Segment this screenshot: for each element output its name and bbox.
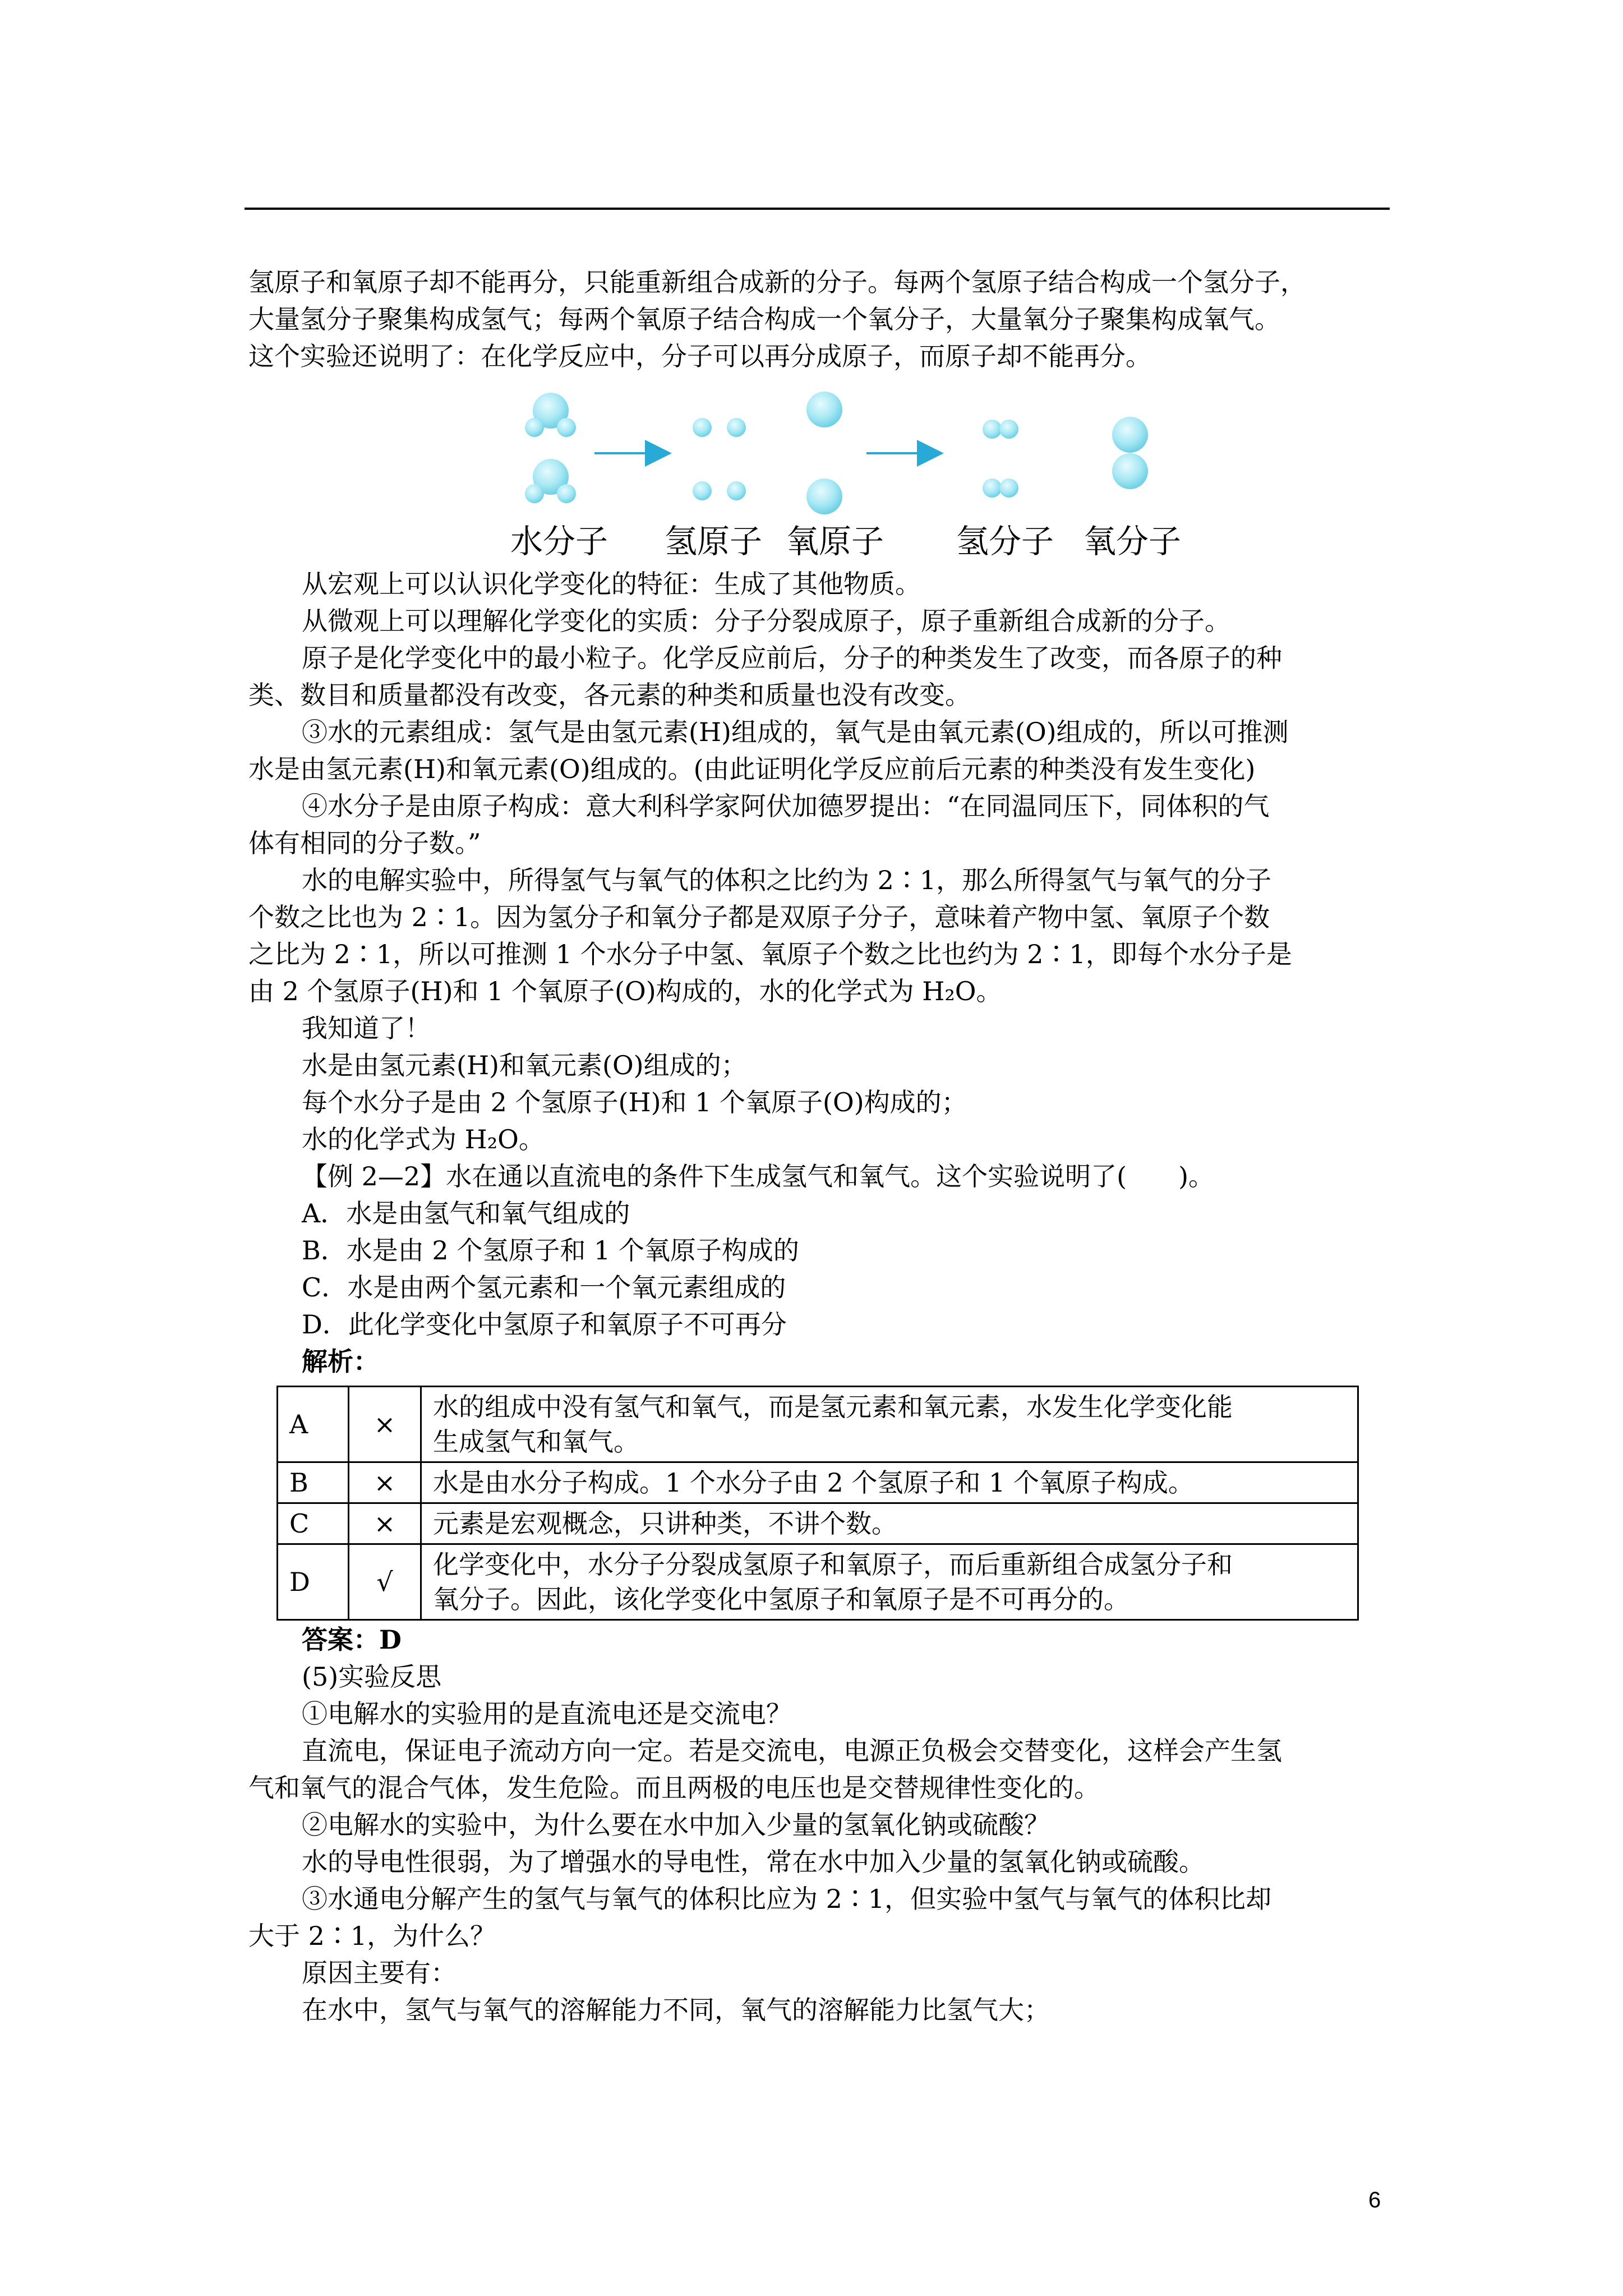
analysis-heading: 解析： bbox=[302, 1346, 379, 1377]
option-cell: B bbox=[278, 1462, 349, 1503]
text-line: 大于 2∶1，为什么？ bbox=[248, 1921, 496, 1951]
mark-cell: × bbox=[349, 1387, 421, 1462]
explanation-cell: 元素是宏观概念，只讲种类，不讲个数。 bbox=[421, 1503, 1358, 1544]
text-line: ①电解水的实验用的是直流电还是交流电？ bbox=[302, 1699, 792, 1729]
text-line: 在水中，氢气与氧气的溶解能力不同，氧气的溶解能力比氢气大； bbox=[302, 1995, 1050, 2025]
explanation-cell bbox=[421, 1387, 1358, 1462]
label-oxygen-atom: 氧原子 bbox=[786, 522, 884, 560]
header-rule bbox=[245, 208, 1390, 210]
explanation-line: 生成氢气和氧气。 bbox=[433, 1427, 639, 1457]
explanation-cell bbox=[421, 1544, 1358, 1620]
text-line: 每个水分子是由 2 个氢原子(H)和 1 个氧原子(O)构成的； bbox=[302, 1087, 967, 1117]
label-hydrogen-molecule: 氢分子 bbox=[956, 522, 1054, 560]
option-cell: D bbox=[278, 1544, 349, 1620]
section-heading: (5)实验反思 bbox=[302, 1662, 442, 1692]
mark-cell: × bbox=[349, 1462, 421, 1503]
option-d: D．此化学变化中氢原子和氧原子不可再分 bbox=[302, 1309, 787, 1340]
hydrogen-molecules bbox=[983, 420, 1018, 498]
text-line: 原子是化学变化中的最小粒子。化学反应前后，分子的种类发生了改变，而各原子的种 bbox=[302, 643, 1282, 673]
mark-cell: √ bbox=[349, 1544, 421, 1620]
hydrogen-atoms bbox=[693, 418, 746, 500]
text-line: 类、数目和质量都没有改变，各元素的种类和质量也没有改变。 bbox=[248, 680, 971, 710]
text-line: ④水分子是由原子构成：意大利科学家阿伏加德罗提出：“在同温同压下，同体积的气 bbox=[302, 791, 1270, 821]
label-water-molecule: 水分子 bbox=[510, 522, 608, 560]
page-number: 6 bbox=[1368, 2188, 1381, 2212]
text-line: 之比为 2∶1，所以可推测 1 个水分子中氢、氧原子个数之比也约为 2∶1，即每个水分子是 bbox=[248, 939, 1292, 969]
text-line: ③水的元素组成：氢气是由氢元素(H)组成的，氧气是由氧元素(O)组成的，所以可推测 bbox=[302, 717, 1289, 747]
text-line: 个数之比也为 2∶1。因为氢分子和氧分子都是双原子分子，意味着产物中氢、氧原子个数 bbox=[248, 902, 1270, 932]
text-line: 水是由氢元素(H)和氧元素(O)组成的。(由此证明化学反应前后元素的种类没有发生变化) bbox=[248, 754, 1256, 784]
label-oxygen-molecule: 氧分子 bbox=[1083, 522, 1182, 560]
text-line: ②电解水的实验中，为什么要在水中加入少量的氢氧化钠或硫酸？ bbox=[302, 1810, 1050, 1840]
text-line: 直流电，保证电子流动方向一定。若是交流电，电源正负极会交替变化，这样会产生氢 bbox=[302, 1736, 1282, 1766]
option-c: C．水是由两个氢元素和一个氧元素组成的 bbox=[302, 1272, 786, 1303]
text-line: 从宏观上可以认识化学变化的特征：生成了其他物质。 bbox=[302, 569, 921, 599]
option-cell: C bbox=[278, 1503, 349, 1544]
text-line: 水的导电性很弱，为了增强水的导电性，常在水中加入少量的氢氧化钠或硫酸。 bbox=[302, 1847, 1205, 1877]
explanation-line: 氧分子。因此，该化学变化中氢原子和氧原子是不可再分的。 bbox=[433, 1584, 1129, 1614]
text-line: 大量氢分子聚集构成氢气；每两个氧原子结合构成一个氧分子，大量氧分子聚集构成氧气。 bbox=[248, 304, 1280, 334]
text-line: 氢原子和氧原子却不能再分，只能重新组合成新的分子。每两个氢原子结合构成一个氢分子， bbox=[248, 267, 1306, 297]
text-line: 原因主要有： bbox=[302, 1958, 457, 1988]
text-line: 由 2 个氢原子(H)和 1 个氧原子(O)构成的，水的化学式为 H₂O。 bbox=[248, 976, 1002, 1006]
option-b: B．水是由 2 个氢原子和 1 个氧原子构成的 bbox=[302, 1235, 799, 1266]
table-row bbox=[278, 1544, 1358, 1620]
molecule-illustration bbox=[505, 381, 1206, 527]
example-question: 【例 2—2】水在通以直流电的条件下生成氢气和氧气。这个实验说明了( )。 bbox=[302, 1161, 1215, 1191]
label-hydrogen-atom: 氢原子 bbox=[665, 522, 763, 560]
answer: 答案：D bbox=[302, 1625, 402, 1655]
text-line: 气和氧气的混合气体，发生危险。而且两极的电压也是交替规律性变化的。 bbox=[248, 1773, 1100, 1803]
text-line: 水的电解实验中，所得氢气与氧气的体积之比约为 2∶1，那么所得氢气与氧气的分子 bbox=[302, 865, 1272, 895]
oxygen-atoms bbox=[806, 392, 842, 514]
table-row bbox=[278, 1503, 1358, 1544]
text-line: 水是由氢元素(H)和氧元素(O)组成的； bbox=[302, 1050, 747, 1080]
table-row bbox=[278, 1462, 1358, 1503]
text-line: 体有相同的分子数。” bbox=[248, 828, 481, 858]
option-cell: A bbox=[278, 1387, 349, 1462]
text-line: 我知道了！ bbox=[302, 1013, 431, 1043]
analysis-table bbox=[276, 1386, 1359, 1621]
water-molecule bbox=[525, 459, 576, 503]
option-a: A．水是由氢气和氧气组成的 bbox=[302, 1198, 630, 1228]
water-molecule bbox=[525, 393, 576, 437]
text-line: 水的化学式为 H₂O。 bbox=[302, 1124, 545, 1154]
explanation-line: 化学变化中，水分子分裂成氢原子和氧原子，而后重新组合成氢分子和 bbox=[433, 1549, 1233, 1580]
text-line: 这个实验还说明了：在化学反应中，分子可以再分成原子，而原子却不能再分。 bbox=[248, 341, 1151, 371]
explanation-line: 水的组成中没有氢气和氧气，而是氢元素和氧元素，水发生化学变化能 bbox=[433, 1392, 1233, 1422]
text-line: 从微观上可以理解化学变化的实质：分子分裂成原子，原子重新组合成新的分子。 bbox=[302, 606, 1230, 636]
explanation-cell: 水是由水分子构成。1 个水分子由 2 个氢原子和 1 个氧原子构成。 bbox=[421, 1462, 1358, 1503]
table-row bbox=[278, 1387, 1358, 1462]
mark-cell: × bbox=[349, 1503, 421, 1544]
oxygen-molecule bbox=[1112, 417, 1148, 489]
text-line: ③水通电分解产生的氢气与氧气的体积比应为 2∶1，但实验中氢气与氧气的体积比却 bbox=[302, 1884, 1272, 1914]
